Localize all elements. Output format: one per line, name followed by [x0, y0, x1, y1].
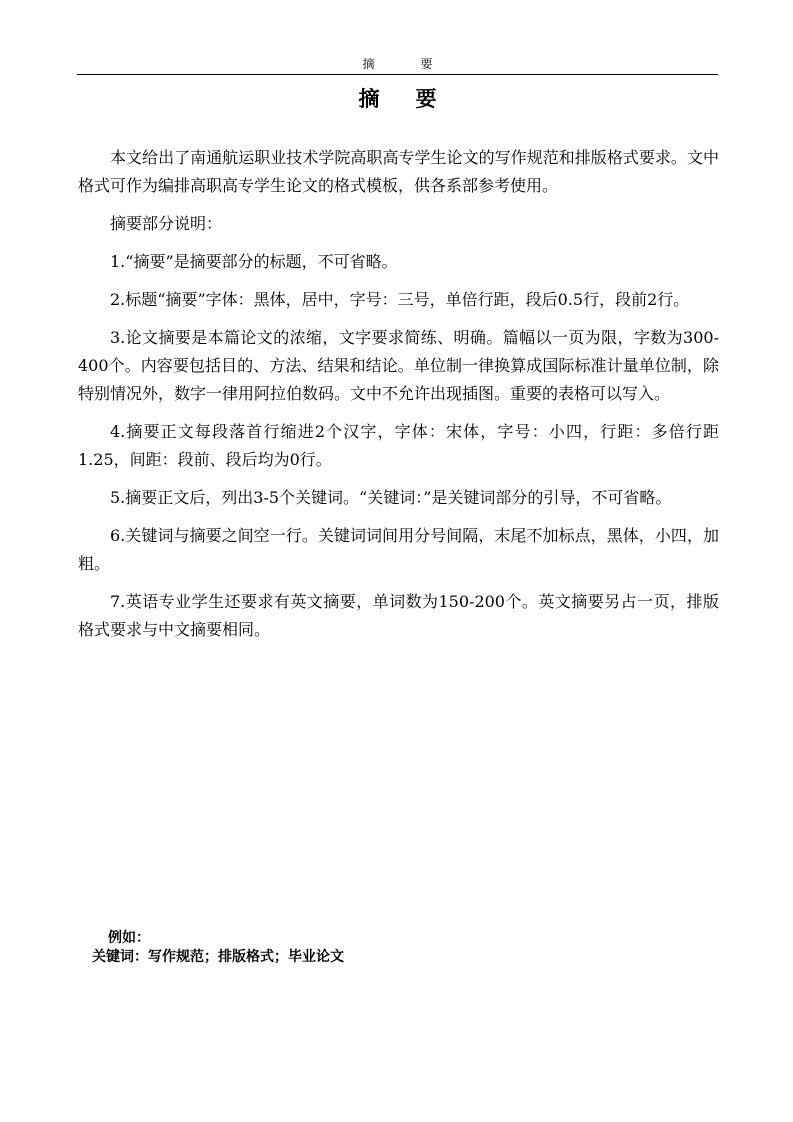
page-title	[77, 86, 718, 112]
abstract-section-note-heading: 摘要部分说明：	[110, 214, 223, 233]
abstract-note-1: 1.“摘要”是摘要部分的标题，不可省略。	[110, 252, 398, 271]
abstract-note-5: 5.摘要正文后，列出3-5个关键词。“关键词：”是关键词部分的引导，不可省略。	[110, 488, 672, 507]
abstract-note-2: 2.标题“摘要”字体：黑体，居中，字号：三号，单倍行距，段后0.5行，段前2行。	[110, 290, 690, 309]
abstract-note-6: 6.关键词与摘要之间空一行。关键词词间用分号间隔，末尾不加标点，黑体，小四，加粗。	[78, 526, 719, 573]
page-title-text: 摘要	[358, 87, 473, 111]
running-header	[77, 56, 718, 75]
abstract-note-4: 4.摘要正文每段落首行缩进2个汉字，字体：宋体，字号：小四，行距：多倍行距 1.25，间距：段前、段后均为0行。	[78, 422, 719, 469]
abstract-paragraph-intro: 本文给出了南通航运职业技术学院高职高专学生论文的写作规范和排版格式要求。文中格式可作为编排高职高专学生论文的格式模板，供各系部参考使用。	[78, 148, 719, 195]
example-label: 例如：	[108, 930, 150, 946]
abstract-note-3: 3.论文摘要是本篇论文的浓缩，文字要求简练、明确。篇幅以一页为限，字数为300-400个。内容要包括目的、方法、结果和结论。单位制一律换算成国际标准计量单位制，除特别情况外，数字一律用阿拉伯数码。文中不允许出现插图。重要的表格可以写入。	[78, 328, 719, 403]
abstract-note-7: 7.英语专业学生还要求有英文摘要，单词数为150-200个。英文摘要另占一页，排版格式要求与中文摘要相同。	[78, 592, 719, 639]
keywords-line: 关键词：写作规范；排版格式；毕业论文	[92, 949, 344, 965]
running-header-title: 摘要	[362, 57, 479, 71]
abstract-body	[78, 144, 719, 654]
